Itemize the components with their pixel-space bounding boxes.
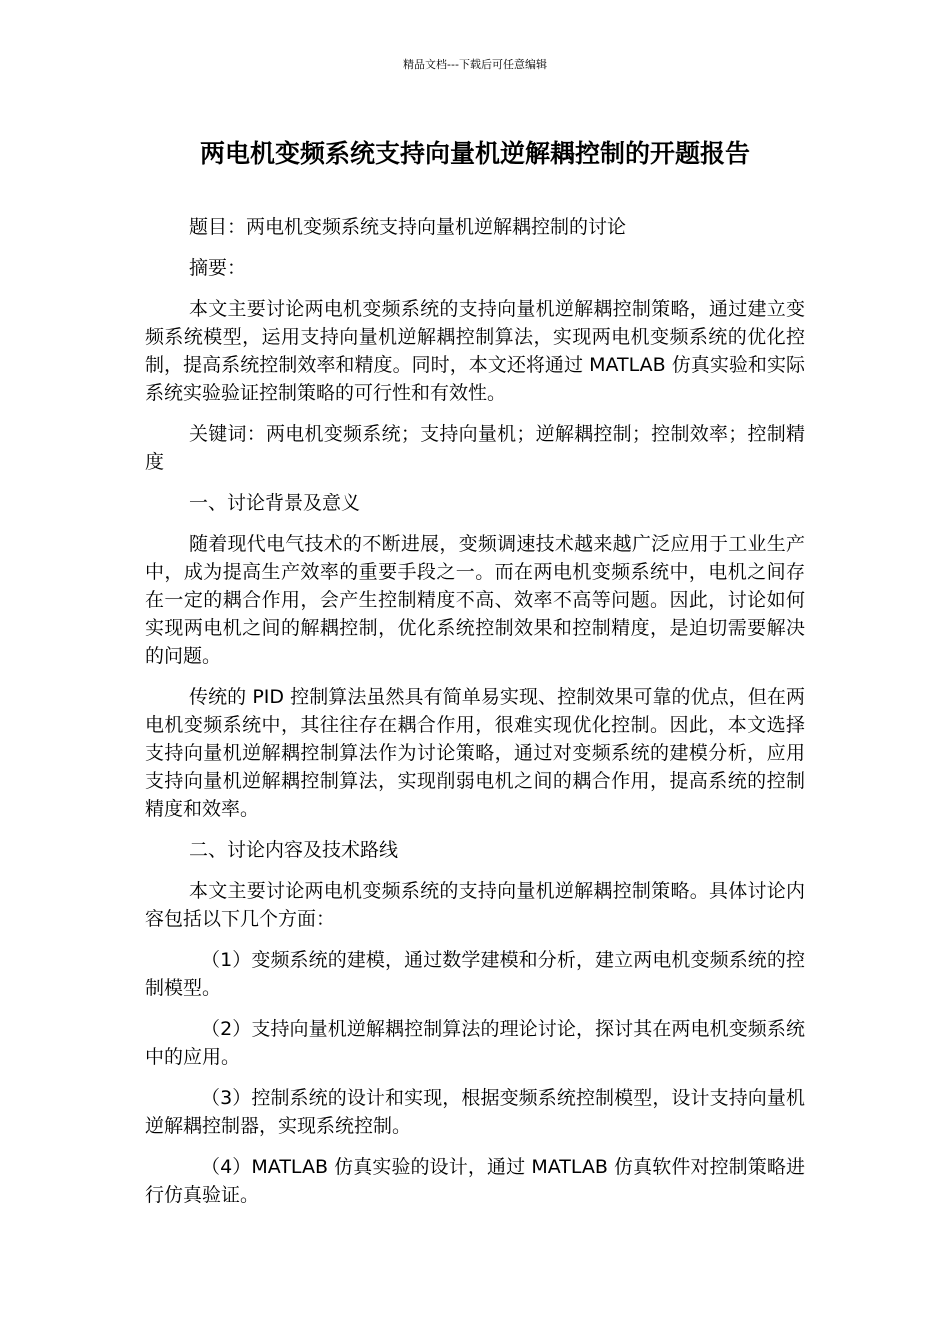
background-paragraph-2: 传统的 PID 控制算法虽然具有简单易实现、控制效果可靠的优点，但在两电机变频系统中，其往往存在耦合作用，很难实现优化控制。因此，本文选择支持向量机逆解耦控制算法作为讨论策略，通过对变频系统的建模分析，应用支持向量机逆解耦控制算法，实现削弱电机之间的耦合作用，提高系统的控制精度和效率。 — [145, 686, 805, 820]
content-item-4: （4）MATLAB 仿真实验的设计，通过 MATLAB 仿真软件对控制策略进行仿真验证。 — [145, 1156, 805, 1206]
header-note: 精品文档---下载后可任意编辑 — [403, 58, 547, 71]
content-item-2: （2）支持向量机逆解耦控制算法的理论讨论，探讨其在两电机变频系统中的应用。 — [145, 1018, 805, 1068]
abstract-paragraph: 本文主要讨论两电机变频系统的支持向量机逆解耦控制策略，通过建立变频系统模型，运用支持向量机逆解耦控制算法，实现两电机变频系统的优化控制，提高系统控制效率和精度。同时，本文还将通过 MATLAB 仿真实验和实际系统实验验证控制策略的可行性和有效性。 — [145, 298, 805, 404]
content-item-1: （1）变频系统的建模，通过数学建模和分析，建立两电机变频系统的控制模型。 — [145, 949, 805, 999]
background-paragraph-1: 随着现代电气技术的不断进展，变频调速技术越来越广泛应用于工业生产中，成为提高生产效率的重要手段之一。而在两电机变频系统中，电机之间存在一定的耦合作用，会产生控制精度不高、效率不高等问题。因此，讨论如何实现两电机之间的解耦控制，优化系统控制效果和控制精度，是迫切需要解决的问题。 — [145, 533, 805, 667]
section-heading-background: 一、讨论背景及意义 — [189, 492, 361, 514]
document-body — [145, 213, 805, 1222]
content-intro-paragraph: 本文主要讨论两电机变频系统的支持向量机逆解耦控制策略。具体讨论内容包括以下几个方面： — [145, 880, 805, 930]
abstract-heading: 摘要： — [189, 257, 247, 279]
section-heading-content: 二、讨论内容及技术路线 — [189, 839, 399, 861]
content-item-3: （3）控制系统的设计和实现，根据变频系统控制模型，设计支持向量机逆解耦控制器，实现系统控制。 — [145, 1087, 805, 1137]
keywords-line: 关键词：两电机变频系统；支持向量机；逆解耦控制；控制效率；控制精度 — [145, 423, 805, 473]
document-title: 两电机变频系统支持向量机逆解耦控制的开题报告 — [199, 139, 750, 168]
topic-line: 题目：两电机变频系统支持向量机逆解耦控制的讨论 — [189, 216, 627, 238]
